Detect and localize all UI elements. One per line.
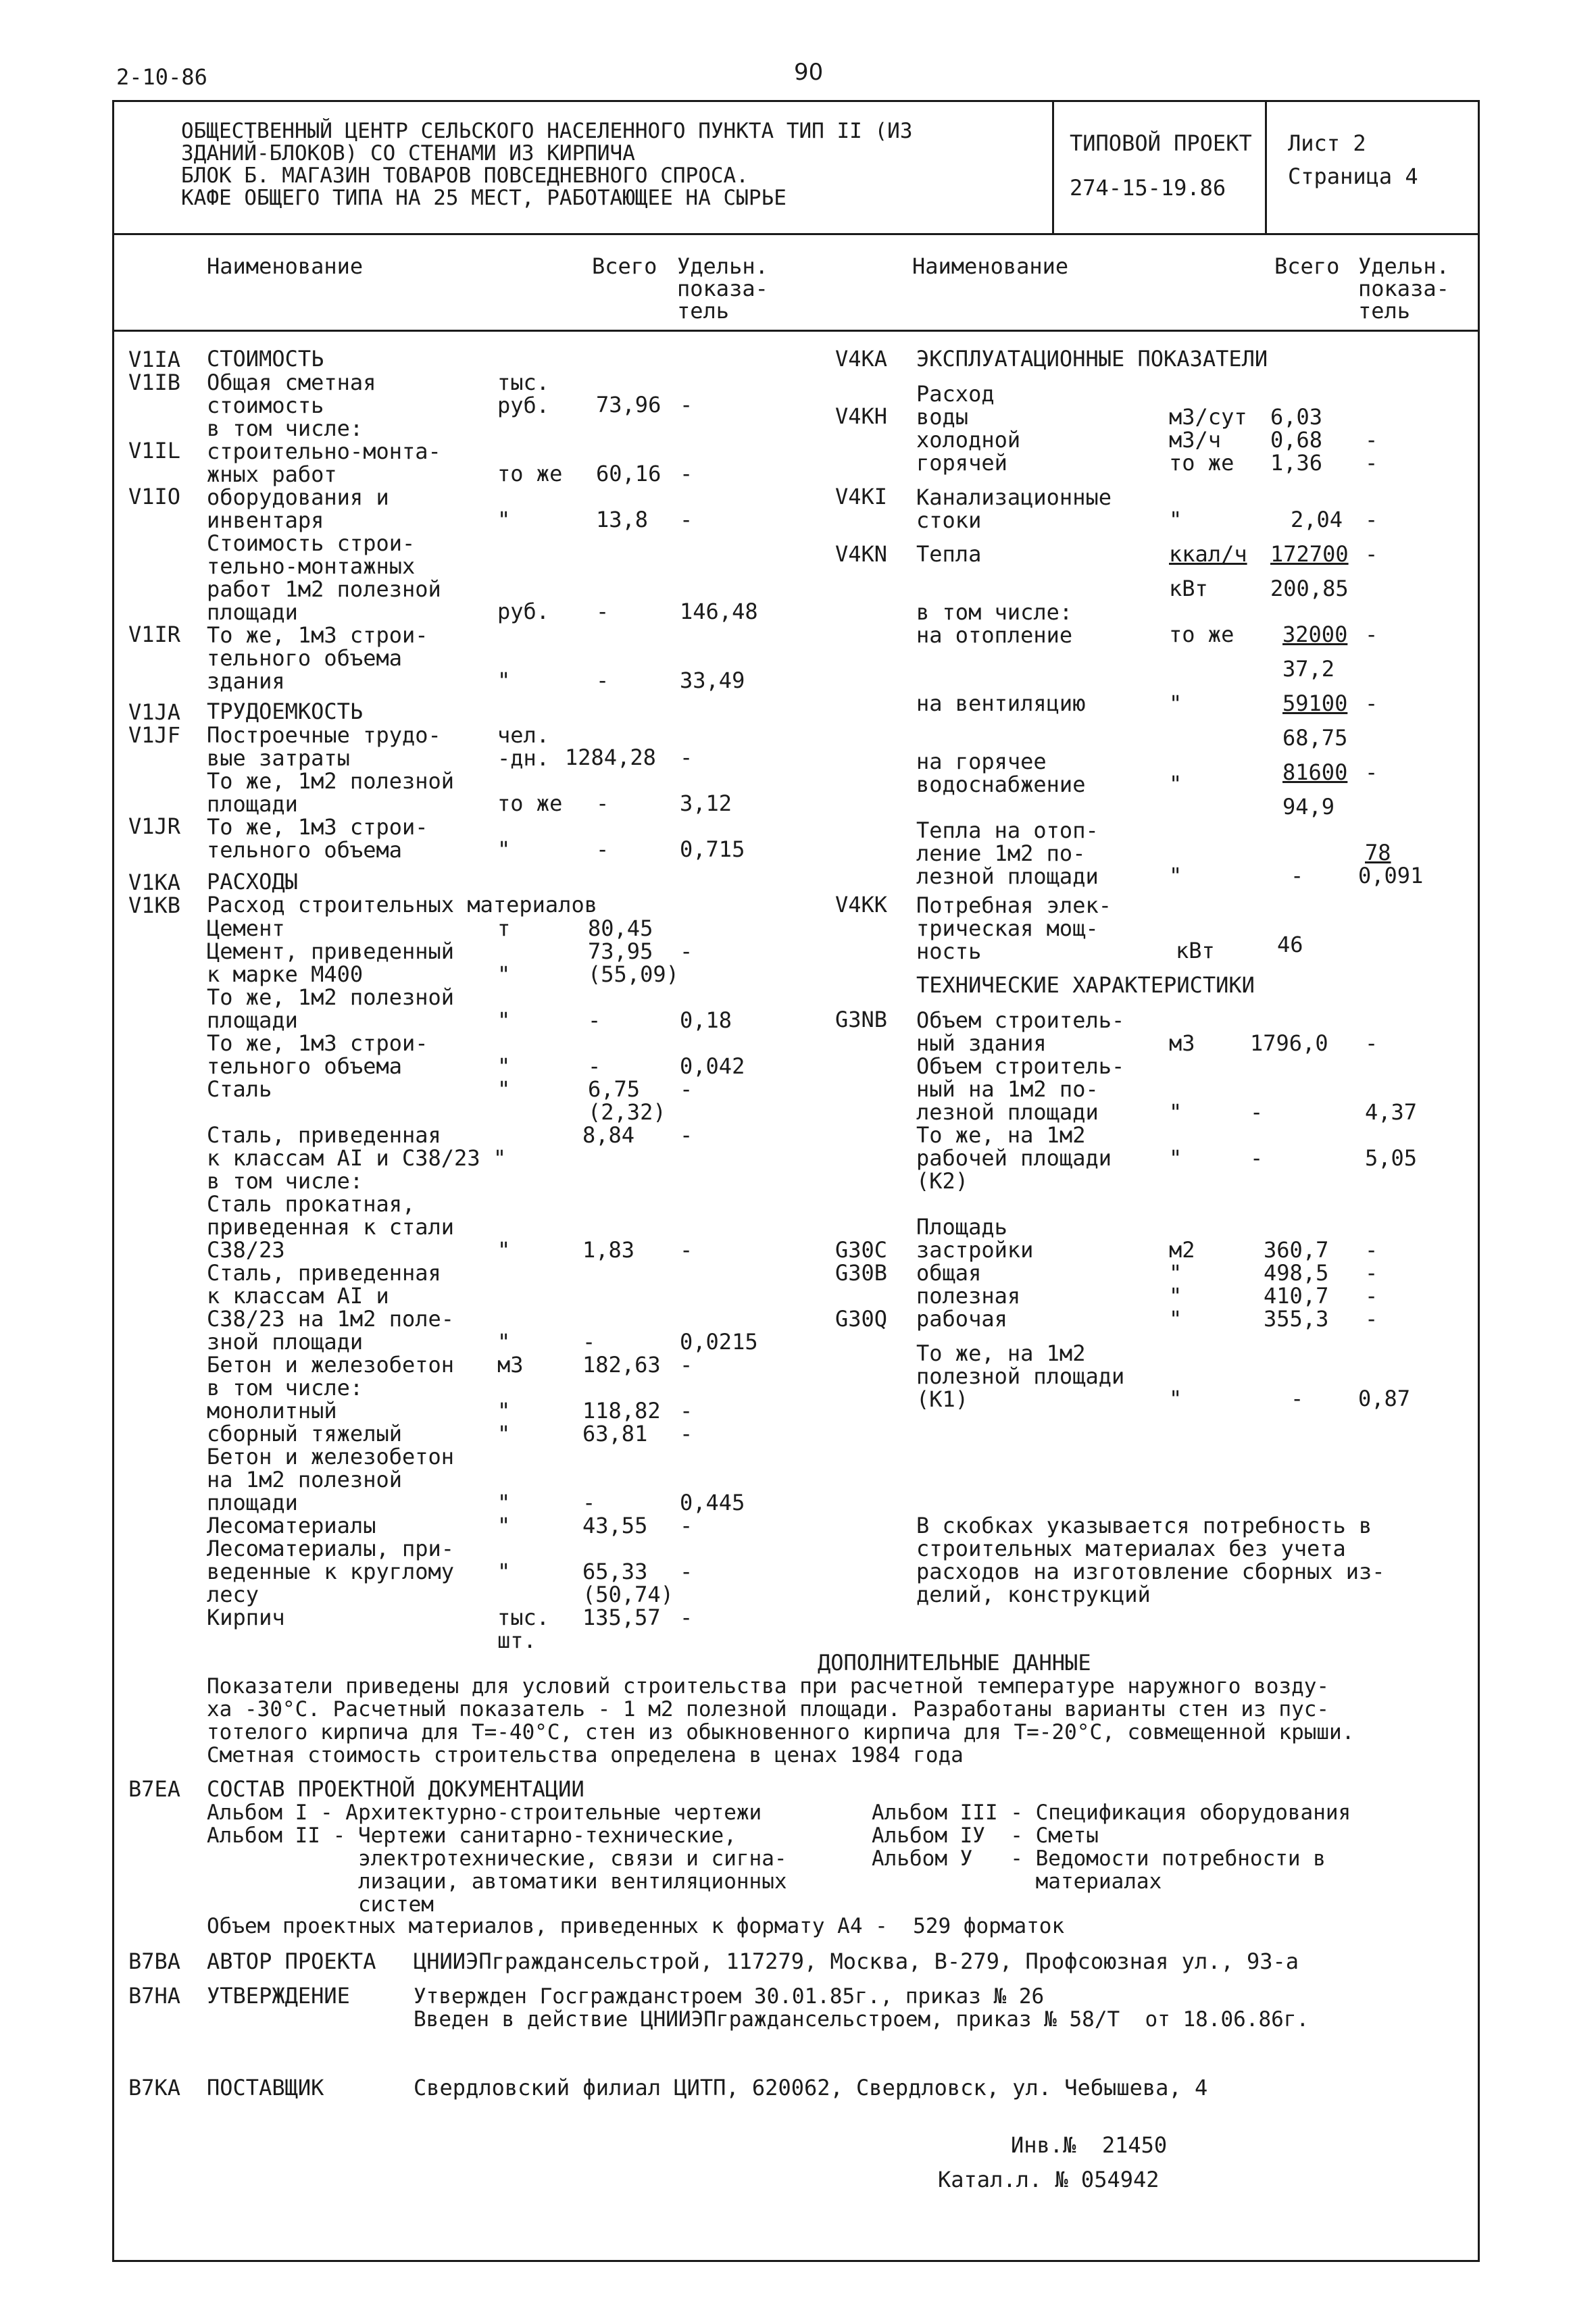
labor-codes: V1JA V1JF [128,699,181,748]
cost-smr-m2-unit: руб. [497,599,550,624]
labor-per-m3-unit: " [497,836,511,862]
m3-code: V1IR [128,622,181,647]
labor-per-m3-spec: 0,715 [680,836,745,862]
title-block-divider-1 [1052,100,1054,233]
heat-spec: - [1365,541,1378,567]
area-specs: - - - - [1365,1237,1378,1332]
labor-per-m2-total: - [596,790,609,816]
approval-label: УТВЕРЖДЕНИЕ [207,1983,350,2009]
heating-kcal: 32000 [1282,622,1348,647]
sheet-label: Лист 2 [1288,130,1366,156]
labor-per-m3: То же, 1м3 строи- тельного объема [207,814,428,863]
cost-smr-m2-total: - [596,599,609,624]
title-block-bottom-rule [112,233,1480,235]
heat-m2-total: - [1291,863,1304,888]
docs-volume: Объем проектных материалов, приведенных к формату А4 - 529 форматок [207,1914,1065,1938]
vent-kw: 68,75 [1282,725,1348,751]
cost-equip-total: 13,8 [596,507,649,532]
additional-text: Показатели приведены для условий строительства при расчетной температуре наружного возду- ха -30°С. Расчетный показатель - 1 м2 полезной площади. Разработаны варианты стен из пус- тотелого кирпича для Т=-40°С, стен из обыкновенного кирпича для Т=-20°С, совмещенной крыши. Сметная стоимость строительства определена в ценах 1984 года [207,1674,1355,1767]
heat-m2-spec-kcal: 78 [1365,840,1391,865]
cost-smr-total: 60,16 [596,461,662,486]
hotwater-unit: " [1169,771,1182,797]
water-code: V4KH [835,403,888,429]
materials-specs: - 0,18 0,042 - [680,938,745,1102]
vent-label: на вентиляцию [916,690,1086,716]
cost-m3-total: - [596,668,609,693]
ops-code: V4KA [835,346,888,372]
supplier-label: ПОСТАВЩИК [207,2075,324,2101]
cost-title: СТОИМОСТЬ [207,346,324,372]
cost-smr-m2-spec: 146,48 [680,599,758,624]
project-title: ОБЩЕСТВЕННЫЙ ЦЕНТР СЕЛЬСКОГО НАСЕЛЕННОГО ПУНКТА ТИП II (ИЗ ЗДАНИЙ-БЛОКОВ) СО СТЕНАМИ ИЗ КИРПИЧА БЛОК Б. МАГАЗИН ТОВАРОВ ПОВСЕДНЕВНОГО СПРОСА. КАФЕ ОБЩЕГО ТИПА НА 25 МЕСТ, РАБОТАЮЩЕЕ НА СЫРЬЕ [181,119,913,210]
consumption-codes: V1KA V1KB [128,870,181,918]
heat-total-kcal: 172700 [1270,541,1349,567]
author-text: ЦНИИЭПграждансельстрой, 117279, Москва, В-279, Профсоюзная ул., 93-а [414,1948,1299,1974]
consumption-title: РАСХОДЫ [207,869,298,895]
water-label: Расход воды холодной горячей [916,381,1021,476]
column-header-rule [112,330,1480,332]
materials-units: т " " " " [497,915,511,1102]
labor-per-m2-unit: то же [497,790,563,816]
labor-site-spec: - [680,745,693,770]
page-number: 90 [794,59,824,86]
water-units: м3/сут м3/ч то же [1169,404,1247,476]
approval-code: B7HA [128,1983,181,2009]
supplier-code: B7KA [128,2075,181,2101]
docs-title: СОСТАВ ПРОЕКТНОЙ ДОКУМЕНТАЦИИ [207,1776,584,1802]
power-total: 46 [1277,932,1303,957]
cost-smr-spec: - [680,461,693,486]
power-code: V4KK [835,892,888,917]
smr-code: V1IL [128,438,181,463]
heat-incl-label: в том числе: на отопление [916,599,1073,648]
labor-site-unit: чел. -дн. [497,722,550,771]
docs-code: B7EA [128,1776,181,1802]
sewer-unit: " [1169,507,1182,532]
bracket-note: В скобках указывается потребность в строительных материалах без учета расходов на изготовление сборных из- делий, конструкций [916,1513,1385,1607]
k1-total: - [1291,1386,1304,1411]
cost-smr: строительно-монта- жных работ [207,438,441,487]
catalog-number: Катал.л. № 054942 [938,2167,1159,2192]
labor-site-total: 1284,28 [565,745,656,770]
sewer-spec: - [1365,507,1378,532]
sewer-total: 2,04 [1291,507,1343,532]
docs-albums-right: Альбом III - Спецификация оборудования Альбом IУ - Сметы Альбом У - Ведомости потребности в материалах [872,1801,1351,1894]
equip-code: V1IO [128,484,181,509]
area-totals: 360,7 498,5 410,7 355,3 [1264,1237,1329,1332]
steel-names: Сталь, приведенная к классам AI и С38/23 " в том числе: Сталь прокатная, приведенная к стали С38/23 Сталь, приведенная к классам AI и С38/23 на 1м2 поле- зной площади Бетон и железобетон в том числе: монолитный сборный тяжелый Бетон и железобетон на 1м2 полезной площади Лесоматериалы Лесоматериалы, при- веденные к круглому лесу Кирпич [207,1122,507,1630]
approval-text: Утвержден Госгражданстроем 30.01.85г., приказ № 26 Введен в действие ЦНИИЭПграждансельстроем, приказ № 58/Т от 18.06.86г. [414,1984,1310,2032]
document-date: 2-10-86 [116,64,207,90]
labor-title: ТРУДОЕМКОСТЬ [207,699,364,724]
heating-kw: 37,2 [1282,656,1335,682]
cost-smr-m2: Стоимость строи- тельно-монтажных работ 1м2 полезной площади [207,530,441,625]
docs-albums-left: Альбом I - Архитектурно-строительные чертежи Альбом II - Чертежи санитарно-технические, электротехнические, связи и сигна- лизации, автоматики вентиляционных систем [207,1801,787,1917]
power-label: Потребная элек- трическая мощ- ность [916,892,1112,964]
labor-site: Построечные трудо- вые затраты [207,722,441,771]
cost-equip-spec: - [680,507,693,532]
cost-codes: V1IA V1IB [128,347,181,395]
col-total-right: Всего [1274,253,1340,279]
hotwater-kw: 94,9 [1282,794,1335,820]
cost-general: Общая сметная стоимость в том числе: [207,370,376,441]
project-label: ТИПОВОЙ ПРОЕКТ [1070,130,1252,156]
cost-m3-spec: 33,49 [680,668,745,693]
hotwater-kcal: 81600 [1282,759,1348,785]
area-label: Площадь застройки общая полезная рабочая [916,1214,1034,1332]
supplier-text: Свердловский филиал ЦИТП, 620062, Свердловск, ул. Чебышева, 4 [414,2075,1208,2101]
col-total-left: Всего [592,253,657,279]
heat-unit-kcal: ккал/ч [1169,541,1247,567]
steel-units: " " м3 " " " " " тыс. шт. [497,1237,550,1653]
cost-equip: оборудования и инвентаря [207,484,389,533]
vol-label: Объем строитель- ный здания Объем строитель- ный на 1м2 по- лезной площади То же, на 1м2 рабочей площади (K2) [916,1007,1125,1194]
heat-label: Тепла [916,541,982,567]
heating-unit: то же [1169,622,1235,647]
heat-total-kw: 200,85 [1270,576,1349,601]
cost-general-unit: тыс. руб. [497,370,550,418]
col-name-right: Наименование [912,253,1069,279]
heat-m2-label: Тепла на отоп- ление 1м2 по- лезной площади [916,818,1099,889]
labor-per-m3-total: - [596,836,609,862]
col-specific-right: Удельн. показа- тель [1358,253,1449,324]
vol-specs: - 4,37 5,05 [1365,1030,1418,1171]
vent-unit: " [1169,690,1182,716]
ops-title: ЭКСПЛУАТАЦИОННЫЕ ПОКАЗАТЕЛИ [916,346,1268,372]
k1-unit: " [1169,1386,1182,1411]
heating-spec: - [1365,622,1378,647]
steel-totals: 8,84 1,83 - 182,63 118,82 63,81 - 43,55 65,33 (50,74) 135,57 [582,1122,674,1630]
steel-specs: - - 0,0215 - - - 0,445 - - - [680,1122,758,1630]
cost-smr-unit: то же [497,461,563,486]
area-units: м2 " " " [1169,1237,1195,1332]
k1-spec: 0,87 [1358,1386,1411,1411]
cost-general-spec: - [680,392,693,418]
cost-m3-unit: " [497,668,511,693]
vol-units: м3 " " [1169,1030,1195,1171]
heat-m2-unit: " [1169,863,1182,888]
vent-kcal: 59100 [1282,690,1348,716]
cost-general-total: 73,96 [596,392,662,418]
heat-m2-spec-w: 0,091 [1358,863,1424,888]
title-block-divider-2 [1265,100,1267,233]
vol-code: G3NB [835,1007,888,1032]
labor-per-m2-spec: 3,12 [680,790,732,816]
page-label: Страница 4 [1288,164,1418,189]
power-unit: кВт [1176,938,1215,963]
labor-m3-code: V1JR [128,813,181,839]
heat-unit-kw: кВт [1169,576,1208,601]
cost-equip-unit: " [497,507,511,532]
materials-totals: 80,45 73,95 (55,09) - - 6,75 (2,32) [588,915,679,1125]
area-codes: G30C G30B G30Q [835,1237,888,1332]
k1-label: То же, на 1м2 полезной площади (K1) [916,1340,1125,1412]
vent-spec: - [1365,690,1378,716]
author-label: АВТОР ПРОЕКТА [207,1948,376,1974]
hotwater-spec: - [1365,759,1378,785]
col-specific-left: Удельн. показа- тель [677,253,768,324]
heat-code: V4KN [835,541,888,567]
labor-per-m2: То же, 1м2 полезной площади [207,768,455,817]
inventory-number: Инв.№ 21450 [1011,2132,1168,2158]
col-name-left: Наименование [207,253,364,279]
materials-names: Цемент Цемент, приведенный к марке М400 То же, 1м2 полезной площади То же, 1м3 строи- тельного объема Сталь [207,915,455,1102]
cost-m3: То же, 1м3 строи- тельного объема здания [207,622,428,694]
sewer-label: Канализационные стоки [916,484,1112,533]
hotwater-label: на горячее водоснабжение [916,749,1086,797]
project-number: 274-15-19.86 [1070,175,1226,201]
sewer-code: V4KI [835,484,888,509]
tech-title: ТЕХНИЧЕСКИЕ ХАРАКТЕРИСТИКИ [916,972,1255,998]
author-code: B7BA [128,1948,181,1974]
additional-title: ДОПОЛНИТЕЛЬНЫЕ ДАННЫЕ [818,1650,1091,1676]
water-totals: 6,03 0,68 1,36 [1270,404,1323,476]
vol-totals: 1796,0 - - [1250,1030,1328,1171]
consumption-materials: Расход строительных материалов [207,892,597,917]
water-specs: - - [1365,427,1378,476]
